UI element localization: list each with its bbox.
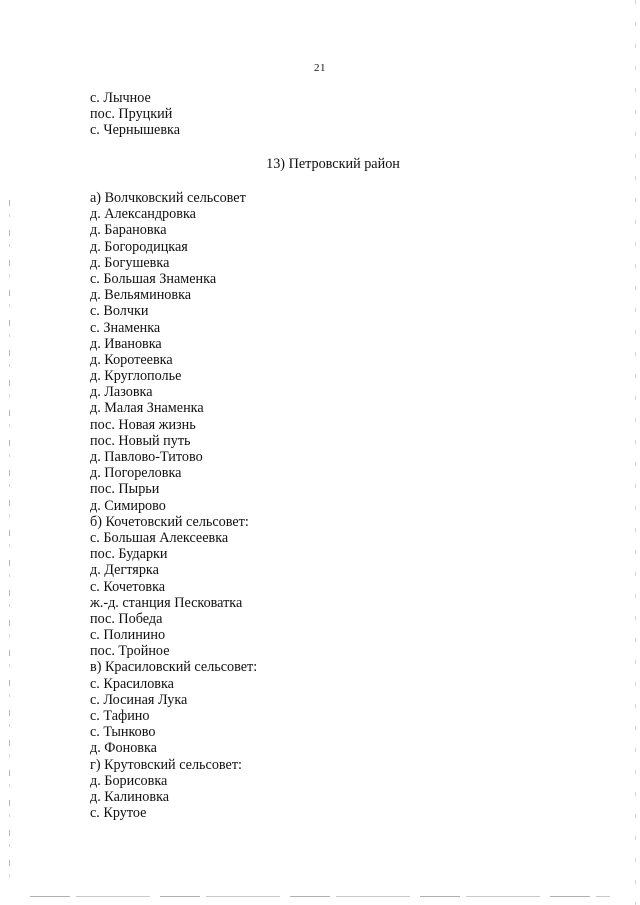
list-item: ж.-д. станция Песковатка xyxy=(90,594,243,611)
list-item: д. Дегтярка xyxy=(90,562,159,579)
list-item: д. Коротеевка xyxy=(90,351,173,368)
list-item: д. Барановка xyxy=(90,222,167,239)
list-item: д. Фоновка xyxy=(90,740,157,757)
list-item: пос. Новая жизнь xyxy=(90,416,196,433)
list-item: с. Лосиная Лука xyxy=(90,691,188,708)
list-item: с. Большая Знаменка xyxy=(90,270,217,287)
subsection-heading: б) Кочетовский сельсовет: xyxy=(90,513,249,530)
list-item: с. Красиловка xyxy=(90,675,174,692)
subsection-heading: в) Красиловский сельсовет: xyxy=(90,659,258,676)
list-item: с. Волчки xyxy=(90,303,149,320)
top-settlement-list xyxy=(90,90,180,139)
district-settlement-list xyxy=(90,190,257,821)
list-item: д. Богородицкая xyxy=(90,238,188,255)
subsection-heading: г) Крутовский сельсовет: xyxy=(90,756,242,773)
list-item: д. Александровка xyxy=(90,206,196,223)
scan-artifact-right-edge xyxy=(635,0,636,905)
list-item: д. Богушевка xyxy=(90,254,170,271)
scan-artifact-left-edge xyxy=(9,200,10,890)
scan-artifact-bottom-edge xyxy=(30,896,610,897)
list-item: пос. Бударки xyxy=(90,546,168,563)
list-item: с. Большая Алексеевка xyxy=(90,529,229,546)
list-item: с. Знаменка xyxy=(90,319,161,336)
list-item: с. Лычное xyxy=(90,90,151,106)
list-item: пос. Победа xyxy=(90,610,163,627)
list-item: д. Малая Знаменка xyxy=(90,400,204,417)
list-item: пос. Пырьи xyxy=(90,481,160,498)
list-item: с. Полинино xyxy=(90,627,166,644)
list-item: д. Калиновка xyxy=(90,788,170,805)
list-item: с. Чернышевка xyxy=(90,122,181,139)
list-item: д. Павлово-Титово xyxy=(90,449,203,465)
list-item: д. Борисовка xyxy=(90,772,168,789)
list-item: д. Вельяминовка xyxy=(90,287,192,304)
subsection-heading: а) Волчковский сельсовет xyxy=(90,190,246,206)
list-item: пос. Тройное xyxy=(90,643,170,660)
list-item: д. Круглополье xyxy=(90,368,182,385)
list-item: д. Лазовка xyxy=(90,384,153,401)
list-item: с. Тынково xyxy=(90,724,156,741)
list-item: д. Симирово xyxy=(90,497,166,514)
list-item: с. Крутое xyxy=(90,805,147,822)
list-item: д. Погореловка xyxy=(90,465,182,482)
list-item: с. Кочетовка xyxy=(90,578,166,595)
list-item: д. Ивановка xyxy=(90,335,162,352)
page-number: 21 xyxy=(314,62,326,74)
section-heading: 13) Петровский район xyxy=(266,156,400,172)
list-item: с. Тафино xyxy=(90,708,150,724)
list-item: пос. Пруцкий xyxy=(90,106,173,123)
list-item: пос. Новый путь xyxy=(90,432,191,449)
